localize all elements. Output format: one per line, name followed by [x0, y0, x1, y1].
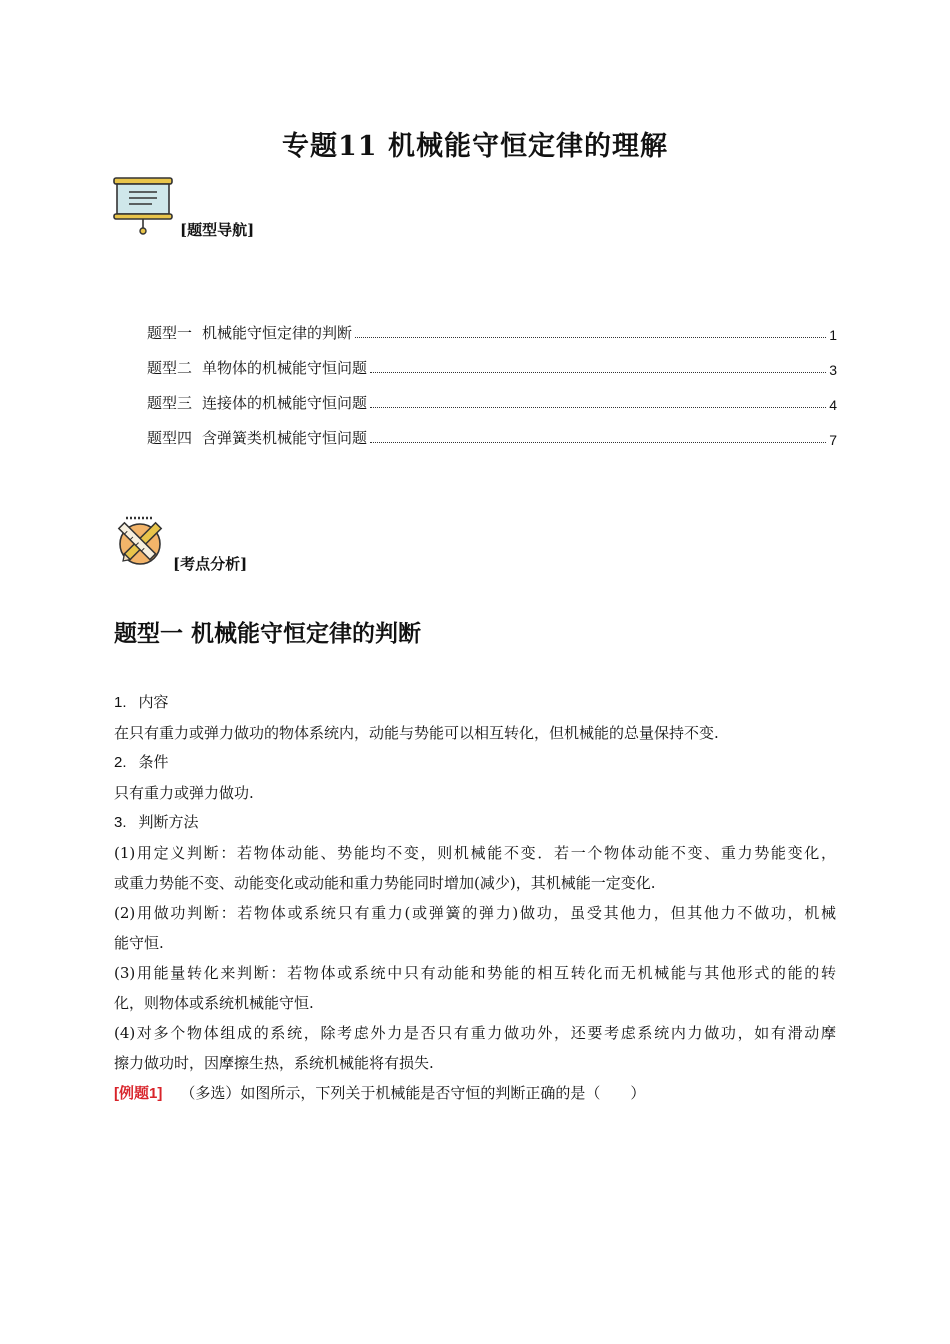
- toc-num: 题型一: [147, 324, 193, 342]
- point-heading: 1. 内容: [114, 694, 169, 711]
- toc-num: 题型二: [147, 359, 193, 377]
- pencil-ruler-icon: [114, 514, 168, 568]
- method-line: 擦力做功时，因摩擦生热，系统机械能将有损失.: [114, 1054, 434, 1072]
- toc-leader: [370, 371, 826, 373]
- toc-label: 连接体的机械能守恒问题: [202, 394, 368, 412]
- analysis-label: [考点分析]: [173, 555, 248, 573]
- method-line: 能守恒.: [114, 934, 164, 952]
- toc-leader: [370, 406, 826, 408]
- section-body: [114, 688, 836, 1109]
- table-of-contents: [147, 308, 837, 448]
- toc-label: 含弹簧类机械能守恒问题: [202, 429, 368, 447]
- page-title: 专题11 机械能守恒定律的理解: [282, 131, 668, 162]
- method-line: (1)用定义判断：若物体动能、势能均不变，则机械能不变．若一个物体动能不变、重力势能变化，: [114, 844, 836, 862]
- presentation-board-icon: [112, 174, 174, 236]
- nav-label: [题型导航]: [180, 221, 255, 239]
- point-heading: 3. 判断方法: [114, 814, 199, 831]
- method-line: (4)对多个物体组成的系统，除考虑外力是否只有重力做功外，还要考虑系统内力做功，如有滑动摩: [114, 1024, 836, 1042]
- toc-entry[interactable]: [147, 343, 837, 378]
- toc-entry[interactable]: [147, 308, 837, 343]
- paragraph: 只有重力或弹力做功.: [114, 784, 254, 802]
- toc-num: 题型三: [147, 394, 193, 412]
- example-text: （多选）如图所示，下列关于机械能是否守恒的判断正确的是（ ）: [180, 1084, 646, 1102]
- method-line: (2)用做功判断：若物体或系统只有重力(或弹簧的弹力)做功，虽受其他力，但其他力不做功，机械: [114, 904, 836, 922]
- toc-leader: [355, 336, 826, 338]
- toc-label: 机械能守恒定律的判断: [202, 324, 353, 342]
- toc-leader: [370, 441, 826, 443]
- toc-entry[interactable]: [147, 378, 837, 413]
- method-line: 化，则物体或系统机械能守恒.: [114, 994, 314, 1012]
- section-title: 题型一 机械能守恒定律的判断: [114, 620, 422, 647]
- toc-page: 4: [829, 397, 837, 413]
- toc-page: 7: [829, 432, 837, 448]
- toc-page: 3: [829, 362, 837, 378]
- point-heading: 2. 条件: [114, 754, 169, 771]
- method-line: 或重力势能不变、动能变化或动能和重力势能同时增加(减少)，其机械能一定变化.: [114, 874, 656, 892]
- toc-num: 题型四: [147, 429, 193, 447]
- method-line: (3)用能量转化来判断：若物体或系统中只有动能和势能的相互转化而无机械能与其他形式的能的转: [114, 964, 836, 982]
- toc-label: 单物体的机械能守恒问题: [202, 359, 368, 377]
- example-question: [114, 1078, 836, 1109]
- paragraph: 在只有重力或弹力做功的物体系统内，动能与势能可以相互转化，但机械能的总量保持不变.: [114, 724, 719, 742]
- toc-entry[interactable]: [147, 413, 837, 448]
- example-tag: [例题1]: [114, 1085, 163, 1102]
- toc-page: 1: [829, 327, 837, 343]
